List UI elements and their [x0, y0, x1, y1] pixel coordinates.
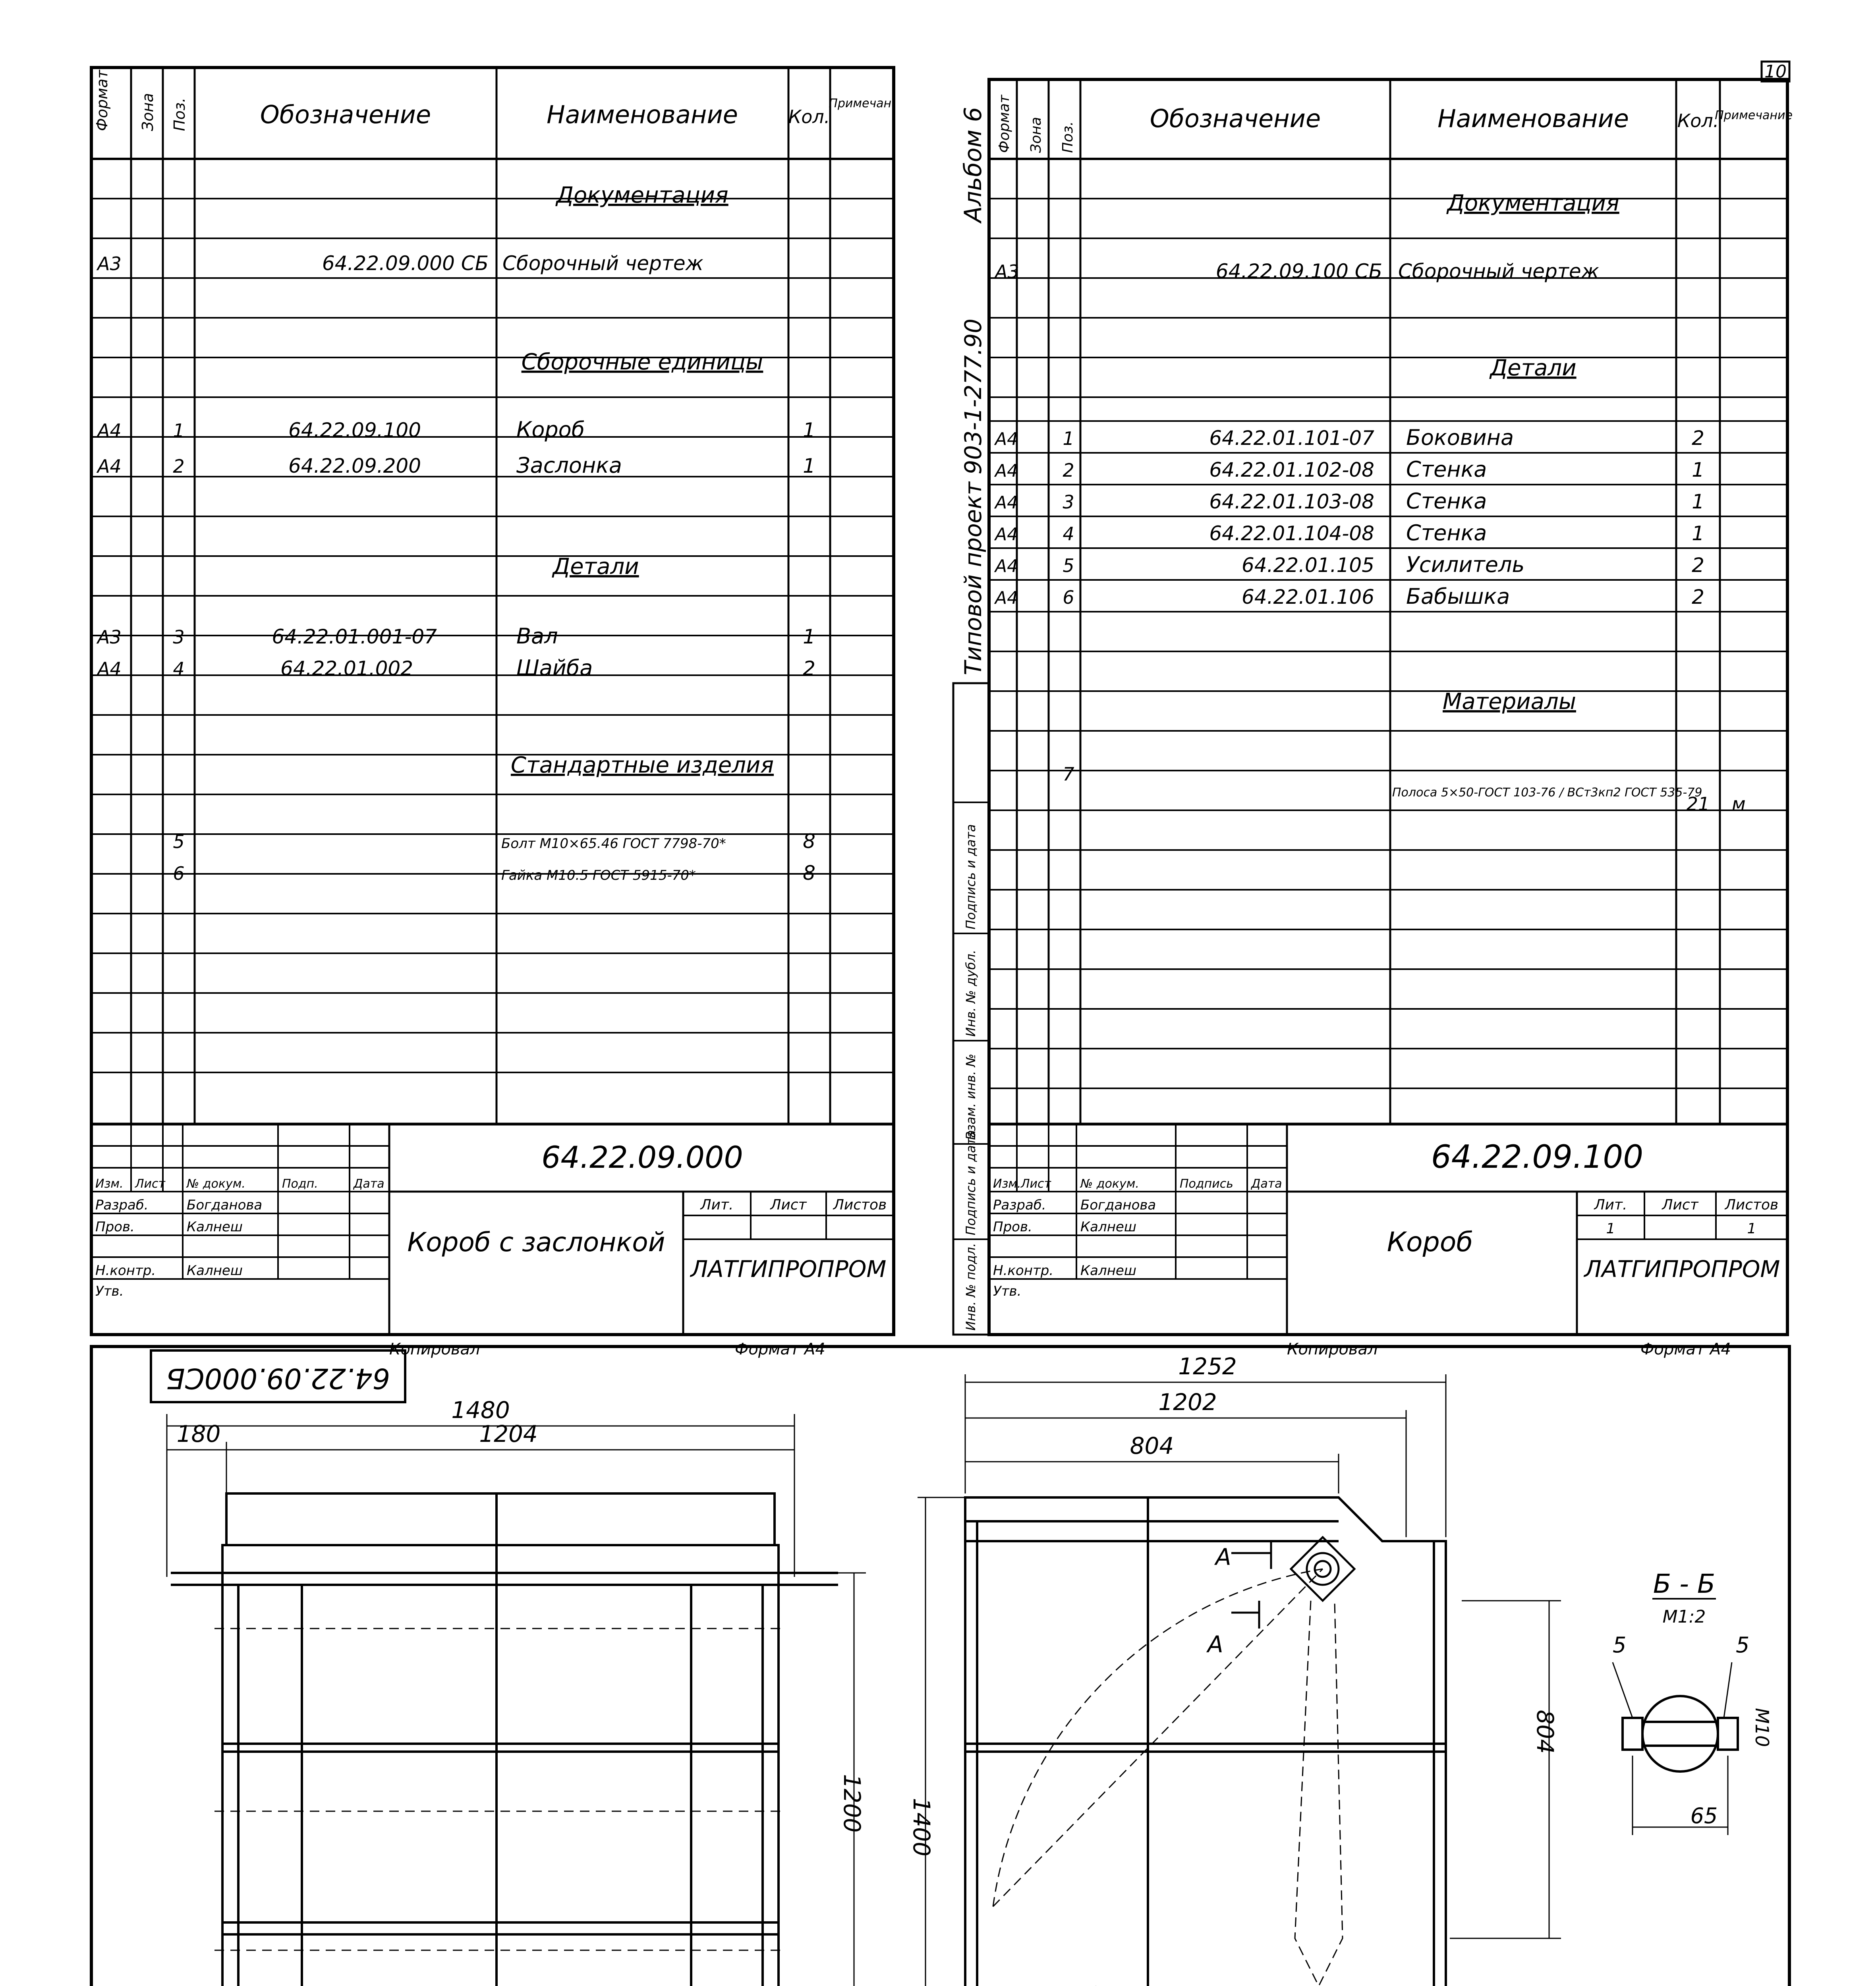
title1-format: Формат А4 — [735, 1340, 825, 1358]
spec2-row-pos: 6 — [1063, 587, 1074, 608]
dim-1480: 1480 — [451, 1397, 510, 1424]
spec2-row-designation: 64.22.01.104-08 — [1209, 522, 1374, 545]
spec1-row-format: А4 — [97, 456, 122, 477]
inverted-code-box — [151, 1350, 405, 1402]
spec1-section-assemblies: Сборочные единицы — [521, 349, 763, 375]
front-view — [167, 1397, 866, 1986]
section-bb-title: Б - Б — [1653, 1569, 1716, 1599]
album-stamp: Альбом 6 — [959, 107, 987, 222]
spec2-row-qty: 21 — [1686, 793, 1710, 815]
title2-sheets-value: 1 — [1747, 1221, 1756, 1237]
header-format: Формат — [996, 95, 1012, 153]
spec1-row-format: А4 — [97, 658, 122, 680]
title2-role: Утв. — [993, 1283, 1022, 1299]
dim-180: 180 — [176, 1420, 221, 1447]
spec1-row-qty: 8 — [803, 830, 815, 853]
title2-format: Формат А4 — [1640, 1340, 1731, 1358]
inverted-code: 64.22.09.000СБ — [166, 1362, 390, 1395]
spec1-section-standard: Стандартные изделия — [510, 752, 774, 778]
title1-title: Короб с заслонкой — [407, 1227, 665, 1258]
project-stamp: Типовой проект 903-1-277.90 — [960, 319, 987, 675]
title1-person: Богданова — [187, 1197, 263, 1213]
spec1-row-name: Короб — [516, 417, 585, 442]
title1-person: Калнеш — [187, 1263, 243, 1279]
spec1-row-qty: 1 — [803, 625, 815, 648]
spec2-row-name: Стенка — [1406, 520, 1487, 545]
spec1-row-format: А3 — [97, 253, 122, 274]
spec2-row-qty: 1 — [1692, 458, 1704, 481]
title2-sheets-label: Листов — [1725, 1197, 1779, 1213]
section-bb-dim-65: 65 — [1690, 1803, 1718, 1828]
section-bb — [1613, 1569, 1773, 1835]
side-stamp: Инв. № подл. — [963, 1243, 978, 1331]
spec2-row-format: А4 — [995, 588, 1018, 608]
section-marker-a-top: А — [1215, 1544, 1231, 1571]
spec2-row-name: Стенка — [1406, 457, 1487, 482]
title1-sheets-label: Листов — [833, 1197, 887, 1213]
spec1-row-qty: 1 — [803, 454, 815, 477]
spec1-row-name: Вал — [516, 624, 558, 649]
title2-col-doc: № докум. — [1080, 1177, 1139, 1191]
spec2-row-format: А4 — [995, 429, 1018, 449]
title2-code: 64.22.09.100 — [1431, 1138, 1644, 1175]
dim-1200: 1200 — [839, 1774, 866, 1833]
spec1-section-parts: Детали — [553, 554, 639, 580]
dim-1400: 1400 — [908, 1798, 935, 1857]
spec1-row-pos: 6 — [173, 863, 185, 884]
title2-role: Пров. — [993, 1219, 1032, 1235]
spec2-section-parts: Детали — [1490, 355, 1577, 381]
spec2-row-qty: 2 — [1692, 427, 1704, 450]
spec2-row-name: Сборочный чертеж — [1398, 260, 1599, 283]
spec2-row-name: Полоса 5×50-ГОСТ 103-76 / ВСт3кп2 ГОСТ 535-79 — [1392, 786, 1702, 800]
title1-col-date: Дата — [354, 1177, 384, 1191]
spec2-row-pos: 5 — [1063, 555, 1074, 576]
header-zone: Зона — [139, 93, 156, 131]
side-stamp: Подпись и дата — [963, 824, 978, 929]
spec1-row-designation: 64.22.01.002 — [280, 657, 413, 680]
title2-person: Богданова — [1080, 1197, 1156, 1213]
spec2-section-materials: Материалы — [1443, 689, 1576, 715]
spec2-row-pos: 3 — [1063, 491, 1074, 513]
dim-1252: 1252 — [1178, 1353, 1237, 1380]
spec1-row-qty: 8 — [803, 862, 815, 885]
title2-sheet-label: Лист — [1662, 1197, 1698, 1213]
spec1-row-qty: 2 — [803, 657, 815, 680]
spec2-row-qty: 2 — [1692, 585, 1704, 609]
title2-person: Калнеш — [1080, 1219, 1136, 1235]
spec2-row-format: А4 — [995, 524, 1018, 545]
title2-col-list: Лист — [1021, 1177, 1051, 1191]
spec2-row-designation: 64.22.01.101-07 — [1209, 427, 1374, 450]
spec2-row-pos: 1 — [1063, 428, 1074, 449]
spec1-row-name: Болт М10×65.46 ГОСТ 7798-70* — [501, 836, 726, 852]
title2-col-sign: Подпись — [1180, 1177, 1233, 1191]
title1-role: Утв. — [95, 1283, 124, 1299]
spec2-row-designation: 64.22.01.102-08 — [1209, 458, 1374, 481]
dim-804-horizontal: 804 — [1130, 1432, 1174, 1459]
spec2-row-format: А4 — [995, 556, 1018, 576]
spec1-row-name: Заслонка — [516, 453, 622, 478]
title1-col-doc: № докум. — [187, 1177, 245, 1191]
section-bb-dim-5-left: 5 — [1613, 1632, 1627, 1658]
section-marker-a-bottom: А — [1208, 1631, 1223, 1658]
title1-org: ЛАТГИПРОПРОМ — [690, 1256, 887, 1283]
header-note: Примечан. — [829, 97, 895, 110]
spec2-row-name: Бабышка — [1406, 584, 1510, 609]
spec2-row-designation: 64.22.01.103-08 — [1209, 490, 1374, 513]
spec2-row-qty: 2 — [1692, 554, 1704, 577]
spec1-row-pos: 4 — [173, 658, 185, 680]
title2-lit-label: Лит. — [1594, 1197, 1627, 1213]
side-stamp: Инв. № дубл. — [963, 950, 978, 1037]
header-format: Формат — [93, 70, 111, 131]
spec2-row-designation: 64.22.09.100 СБ — [1215, 260, 1382, 283]
spec1-section-docs: Документация — [556, 182, 728, 208]
title1-role: Разраб. — [95, 1197, 149, 1213]
spec2-row-format: А4 — [995, 461, 1018, 481]
title1-lit-label: Лит. — [700, 1197, 734, 1213]
spec1-row-name: Шайба — [516, 655, 593, 680]
spec2-row-pos: 7 — [1063, 763, 1074, 785]
spec2-row-format: А3 — [995, 261, 1019, 282]
side-stamp: Подпись и дата — [963, 1130, 978, 1235]
title2-role: Разраб. — [993, 1197, 1046, 1213]
side-stamp: Взам. инв. № — [963, 1053, 978, 1140]
spec2-row-pos: 4 — [1063, 523, 1074, 545]
section-bb-dim-5-right: 5 — [1736, 1632, 1750, 1658]
title1-role: Н.контр. — [95, 1263, 156, 1279]
spec1-row-format: А3 — [97, 626, 122, 648]
spec1-row-name: Сборочный чертеж — [502, 252, 703, 275]
title1-role: Пров. — [95, 1219, 135, 1235]
title1-col-list: Лист — [135, 1177, 166, 1191]
spec1-row-designation: 64.22.01.001-07 — [272, 625, 437, 648]
spec2-row-note: м — [1732, 793, 1746, 815]
title2-col-izm: Изм. — [993, 1177, 1021, 1191]
spec2-row-name: Усилитель — [1406, 552, 1525, 577]
title1-code: 64.22.09.000 — [541, 1140, 743, 1175]
header-qty: Кол. — [1677, 110, 1719, 131]
header-pos: Поз. — [1060, 121, 1076, 153]
spec2-row-qty: 1 — [1692, 522, 1704, 545]
spec-sheet-2 — [953, 79, 1793, 1358]
section-bb-scale: М1:2 — [1662, 1607, 1706, 1627]
sheet-number: 10 — [1764, 62, 1787, 82]
section-bb-dim-m10: М10 — [1751, 1708, 1773, 1747]
header-designation: Обозначение — [1150, 104, 1321, 133]
title2-sheet-value: 1 — [1606, 1221, 1615, 1237]
title-block-1 — [91, 1124, 894, 1358]
spec2-row-qty: 1 — [1692, 490, 1704, 513]
title1-person: Калнеш — [187, 1219, 243, 1235]
spec1-row-name: Гайка М10.5 ГОСТ 5915-70* — [501, 867, 696, 883]
title1-col-sign: Подп. — [282, 1177, 318, 1191]
title2-copied: Копировал — [1287, 1340, 1378, 1358]
spec-sheet-1 — [91, 68, 895, 1358]
spec2-row-format: А4 — [995, 493, 1018, 513]
spec1-row-qty: 1 — [803, 419, 815, 442]
spec2-section-docs: Документация — [1447, 190, 1619, 216]
dim-804-vertical: 804 — [1532, 1710, 1559, 1754]
header-qty: Кол. — [788, 106, 830, 128]
spec1-row-pos: 2 — [173, 456, 185, 477]
title2-org: ЛАТГИПРОПРОМ — [1584, 1256, 1780, 1283]
dim-1202: 1202 — [1158, 1389, 1217, 1416]
side-view — [908, 1353, 1561, 1986]
spec2-row-pos: 2 — [1063, 460, 1074, 481]
spec2-row-name: Стенка — [1406, 489, 1487, 514]
spec1-row-designation: 64.22.09.000 СБ — [322, 252, 489, 275]
title1-sheet-label: Лист — [770, 1197, 807, 1213]
header-pos: Поз. — [171, 97, 188, 131]
spec2-row-designation: 64.22.01.105 — [1242, 554, 1374, 577]
spec1-row-pos: 5 — [173, 831, 185, 852]
title1-col-izm: Изм. — [95, 1177, 124, 1191]
title2-role: Н.контр. — [993, 1263, 1054, 1279]
header-note: Примечание — [1715, 108, 1793, 122]
header-name: Наименование — [547, 100, 738, 129]
spec2-row-designation: 64.22.01.106 — [1242, 585, 1374, 609]
header-zone: Зона — [1028, 117, 1044, 153]
spec1-row-pos: 1 — [173, 420, 185, 441]
title2-col-date: Дата — [1251, 1177, 1282, 1191]
header-designation: Обозначение — [260, 100, 431, 129]
dim-1204: 1204 — [479, 1420, 538, 1447]
header-name: Наименование — [1437, 104, 1629, 133]
spec1-row-format: А4 — [97, 420, 122, 441]
spec1-row-pos: 3 — [173, 626, 185, 648]
title2-person: Калнеш — [1080, 1263, 1136, 1279]
spec1-row-designation: 64.22.09.200 — [288, 454, 421, 477]
title-block-2 — [989, 1124, 1787, 1358]
title2-title: Короб — [1387, 1227, 1473, 1258]
title1-copied: Копировал — [389, 1340, 480, 1358]
assembly-drawing — [91, 1347, 1789, 1986]
spec1-row-designation: 64.22.09.100 — [288, 419, 421, 442]
spec2-row-name: Боковина — [1406, 425, 1514, 450]
